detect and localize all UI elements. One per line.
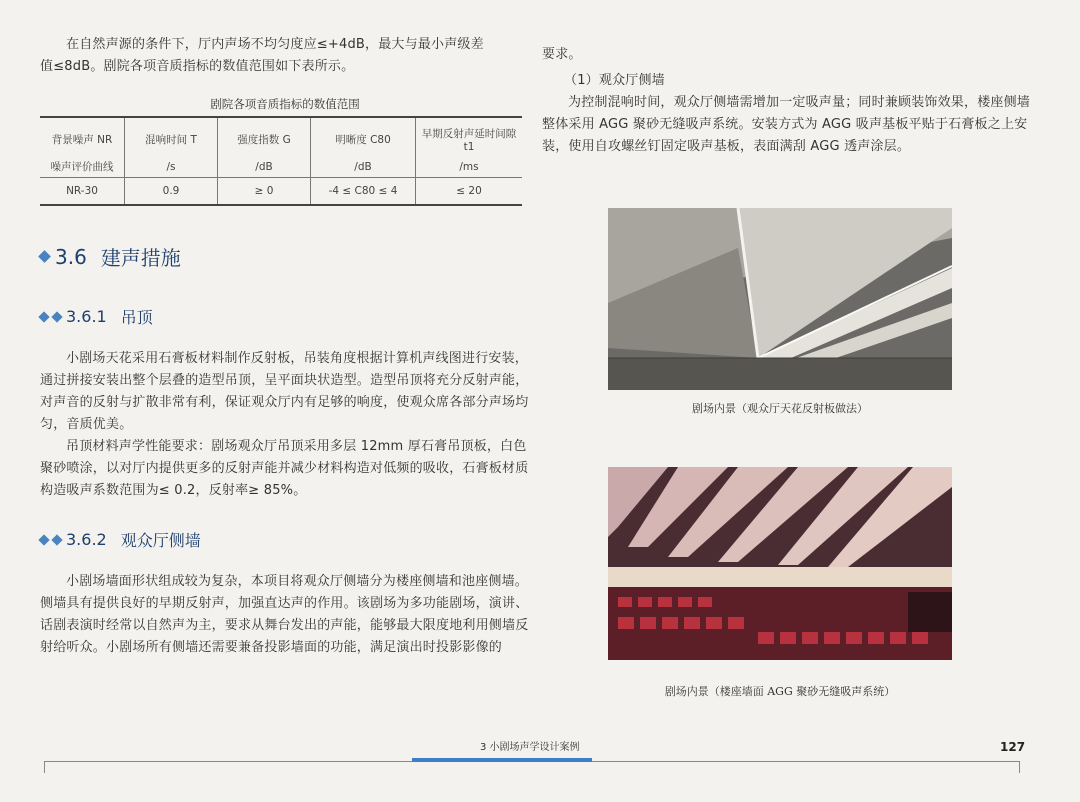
page-number: 127 <box>1000 740 1026 754</box>
diamond-bullet-icon <box>38 534 49 545</box>
table-header-g: 强度指数 G <box>218 117 311 156</box>
continuation-text: 要求。 <box>542 47 582 62</box>
table-header-nr-unit: 噪声评价曲线 <box>50 161 114 173</box>
acoustic-params-table <box>40 116 522 206</box>
subsection-number: 3.6.1 <box>66 307 107 326</box>
sidewall-item-paragraph: 为控制混响时间，观众厅侧墙需增加一定吸声量；同时兼顾装饰效果，楼座侧墙整体采用 AGG 聚砂无缝吸声系统。安装方式为 AGG 吸声基板平贴于石膏板之上安装，使用自攻螺丝钉固定吸声基板，表面满刮 AGG 透声涂层。 <box>542 95 1031 154</box>
footer-accent-bar <box>412 758 592 762</box>
diamond-bullet-icon <box>38 311 49 322</box>
footer-chapter-title: 3 小剧场声学设计案例 <box>480 742 580 753</box>
table-header-t: 混响时间 T <box>125 117 218 156</box>
diamond-bullet-icon <box>51 534 62 545</box>
table-header-t1-unit: /ms <box>416 156 523 178</box>
diamond-bullet-icon <box>51 311 62 322</box>
photo-caption-1: 剧场内景（观众厅天花反射板做法） <box>692 402 868 415</box>
table-cell-t: 0.9 <box>125 178 218 206</box>
table-cell-g: ≥ 0 <box>218 178 311 206</box>
table-header-t-unit: /s <box>125 156 218 178</box>
right-column <box>542 44 1038 158</box>
diamond-bullet-icon <box>38 250 51 263</box>
table-cell-nr: NR-30 <box>40 178 125 206</box>
item-heading: （1）观众厅侧墙 <box>564 73 665 88</box>
subsection-title: 吊顶 <box>120 308 153 327</box>
ceiling-paragraph-1: 小剧场天花采用石膏板材料制作反射板，吊装角度根据计算机声线图进行安装，通过拼接安装出整个层叠的造型吊顶，呈平面块状造型。造型吊顶将充分反射声能，对声音的反射与扩散非常有利，保证观众厅内有足够的响度，使观众席各部分声场均匀，音质优美。 <box>40 351 529 432</box>
table-row <box>40 178 522 206</box>
auditorium-photo-illustration <box>608 467 952 660</box>
table-title: 剧院各项音质指标的数值范围 <box>210 97 360 111</box>
ceiling-paragraph-2: 吊顶材料声学性能要求：剧场观众厅吊顶采用多层 12mm 厚石膏吊顶板，白色聚砂喷涂，以对厅内提供更多的反射声能并减少材料构造对低频的吸收，石膏板材质构造吸声系数范围为≤ 0.2，反射率≥ 85%。 <box>40 439 529 498</box>
auditorium-seats-photo <box>608 467 952 660</box>
ceiling-reflector-photo <box>608 208 952 390</box>
subsection-heading-1 <box>40 305 530 328</box>
left-column <box>40 34 530 659</box>
table-cell-c80: -4 ≤ C80 ≤ 4 <box>311 178 416 206</box>
table-header-nr: 背景噪声 NR <box>51 134 113 146</box>
table-header-g-unit: /dB <box>218 156 311 178</box>
subsection-heading-2 <box>40 528 530 551</box>
subsection-title: 观众厅侧墙 <box>120 531 201 550</box>
section-number: 3.6 <box>55 244 87 269</box>
table-cell-t1: ≤ 20 <box>416 178 523 206</box>
table-header-c80-unit: /dB <box>311 156 416 178</box>
ceiling-photo-illustration <box>608 208 952 390</box>
intro-line-1: 在自然声源的条件下，厅内声场不均匀度应≤+4dB，最大与最小声级差 <box>66 37 484 52</box>
table-header-c80: 明晰度 C80 <box>311 117 416 156</box>
footer-tick-right <box>1019 761 1020 773</box>
photo-caption-2: 剧场内景（楼座墙面 AGG 聚砂无缝吸声系统） <box>664 685 896 698</box>
footer-tick-left <box>44 761 45 773</box>
intro-line-2: 值≤8dB。剧院各项音质指标的数值范围如下表所示。 <box>40 59 355 74</box>
subsection-number: 3.6.2 <box>66 530 107 549</box>
section-heading <box>40 242 530 271</box>
sidewall-paragraph-1: 小剧场墙面形状组成较为复杂，本项目将观众厅侧墙分为楼座侧墙和池座侧墙。侧墙具有提供良好的早期反射声，加强直达声的作用。该剧场为多功能剧场，演讲、话剧表演时经常以自然声为主，要求从舞台发出的声能，能够最大限度地利用侧墙反射给听众。小剧场所有侧墙还需要兼备投影墙面的功能，满足演出时投影影像的 <box>40 574 529 655</box>
section-title: 建声措施 <box>100 246 181 270</box>
table-header-t1: 早期反射声延时间隙 t1 <box>416 117 523 156</box>
